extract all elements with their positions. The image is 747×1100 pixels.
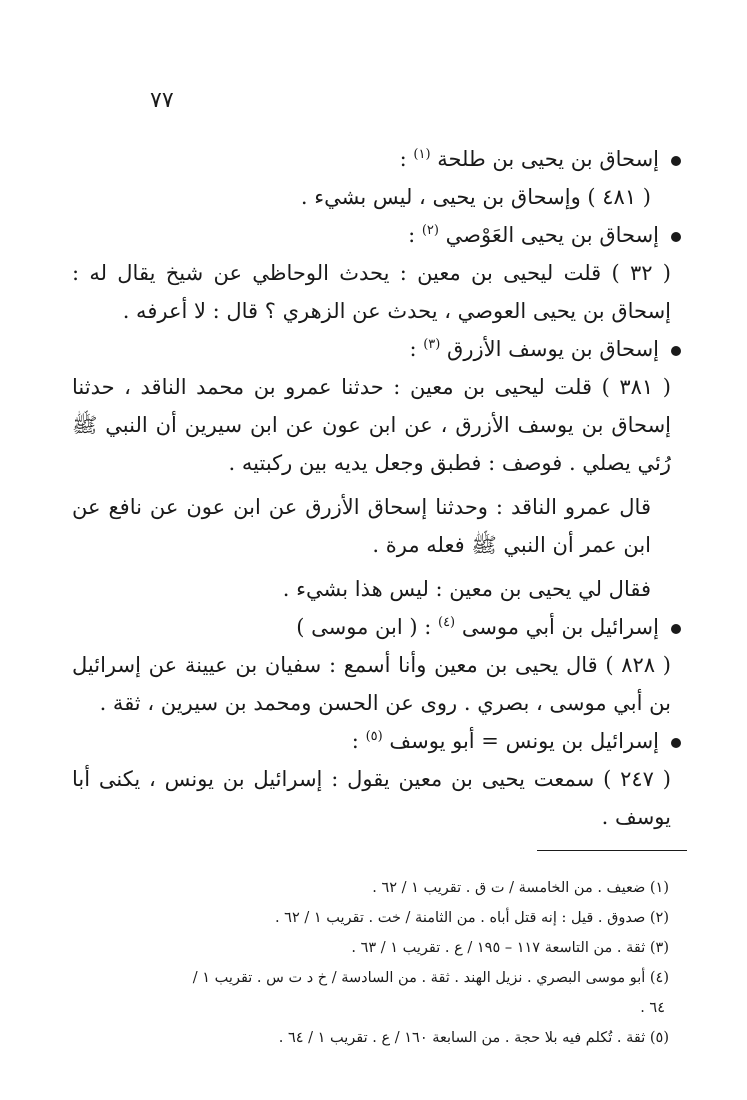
entry-name: إسرائيل بن يونس = أبو يوسف [389, 729, 659, 753]
footnote-ref: (٣) [423, 337, 441, 352]
entry-paragraph: ( ٢٤٧ ) سمعت يحيى بن معين يقول : إسرائيل بن يونس ، يكنى أبا يوسف . [72, 767, 671, 829]
footnote: (٢) صدوق . قيل : إنه قتل أباه . من الثامنة / خت . تقريب ١ / ٦٢ . [274, 910, 669, 926]
footnote-ref: (٢) [421, 223, 439, 238]
entry-paragraph: قال عمرو الناقد : وحدثنا إسحاق الأزرق عن ابن عون عن نافع عن ابن عمر أن النبي ﷺ فعله مرة . [72, 495, 651, 557]
entry-heading [72, 216, 681, 254]
bullet-icon [671, 738, 681, 748]
entry-colon: : [399, 147, 407, 171]
entry [72, 216, 687, 330]
entry [72, 608, 687, 722]
entry-colon: : [409, 337, 417, 361]
entry-heading [72, 140, 681, 178]
bullet-icon [671, 624, 681, 634]
entry-heading [72, 330, 681, 368]
footnote: (٤) أبو موسى البصري . نزيل الهند . ثقة . من السادسة / خ د ت س . تقريب ١ / [192, 970, 669, 986]
entry-heading [72, 722, 681, 760]
entry [72, 330, 687, 608]
entry-name: إسحاق بن يحيى بن طلحة [437, 147, 659, 171]
entry-name: إسرائيل بن أبي موسى [461, 615, 659, 639]
footnote: (٣) ثقة . من التاسعة ١١٧ – ١٩٥ / ع . تقريب ١ / ٦٣ . [351, 940, 669, 956]
bullet-icon [671, 232, 681, 242]
entry [72, 140, 687, 216]
footnote-ref: (٥) [365, 729, 383, 744]
footnote-ref: (٤) [437, 615, 456, 630]
entry-paragraph: ( ٤٨١ ) وإسحاق بن يحيى ، ليس بشيء . [300, 185, 651, 209]
bullet-icon [671, 346, 681, 356]
bullet-icon [671, 156, 681, 166]
entry-name: إسحاق بن يوسف الأزرق [447, 337, 659, 361]
entry-colon: : [351, 729, 359, 753]
footnote-continuation: ٦٤ . [640, 1000, 665, 1016]
footnote-divider [537, 850, 687, 851]
footnote-ref: (١) [413, 147, 431, 162]
entry-name: إسحاق بن يحيى العَوْصي [445, 223, 659, 247]
entry-paragraph: ( ٣٢ ) قلت ليحيى بن معين : يحدث الوحاظي عن شيخ يقال له : إسحاق بن يحيى العوصي ، يحدث عن الزهري ؟ قال : لا أعرفه . [72, 261, 671, 323]
page-number: ٧٧ [150, 88, 174, 113]
entry [72, 722, 687, 836]
entry-paragraph: فقال لي يحيى بن معين : ليس هذا بشيء . [282, 577, 651, 601]
main-text [72, 140, 687, 836]
footnotes [60, 873, 687, 1053]
footnote: (١) ضعيف . من الخامسة / ت ق . تقريب ١ / ٦٢ . [372, 880, 669, 896]
footnote: (٥) ثقة . تُكلم فيه بلا حجة . من السابعة ١٦٠ / ع . تقريب ١ / ٦٤ . [278, 1030, 669, 1046]
entry-paragraph: ( ٣٨١ ) قلت ليحيى بن معين : حدثنا عمرو بن محمد الناقد ، حدثنا إسحاق بن يوسف الأزرق ، عن ابن عون عن ابن سيرين أن النبي ﷺ رُئي يصلي . فوصف : فطبق وجعل يديه بين ركبتيه . [72, 375, 671, 475]
entry-heading [72, 608, 681, 646]
entry-colon: : [408, 223, 416, 247]
entry-paragraph: ( ٨٢٨ ) قال يحيى بن معين وأنا أسمع : سفيان بن عيينة عن إسرائيل بن أبي موسى ، بصري . روى عن الحسن ومحمد بن سيرين ، ثقة . [72, 653, 671, 715]
entry-colon: : ( ابن موسى ) [296, 615, 432, 639]
